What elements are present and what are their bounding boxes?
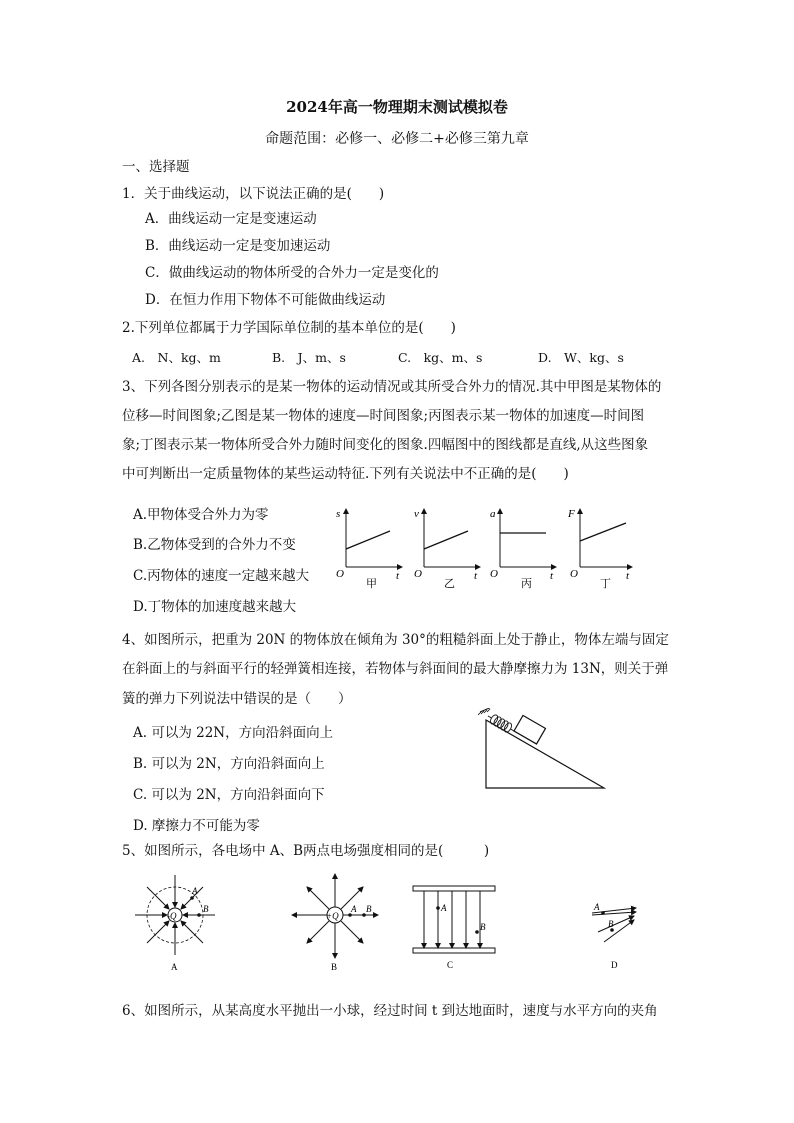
q5-c-point-a: A bbox=[441, 903, 447, 913]
q3-graph-ding-caption: 丁 bbox=[600, 578, 611, 590]
block bbox=[514, 715, 546, 744]
q1-option-a: A．曲线运动一定是变速运动 bbox=[145, 211, 317, 227]
q5-stem: 5、如图所示，各电场中 A、B两点电场强度相同的是( ) bbox=[122, 843, 490, 859]
q4-option-b: B. 可以为 2N，方向沿斜面向上 bbox=[133, 756, 325, 772]
exam-title: 2024年高一物理期末测试模拟卷 bbox=[286, 98, 508, 116]
q3-graph-jia-line bbox=[346, 531, 390, 549]
q2-option-a: A. N、kg、m bbox=[132, 350, 221, 365]
q1-option-b: B．曲线运动一定是变加速运动 bbox=[145, 238, 331, 254]
q3-graph-ding-origin: O bbox=[570, 568, 578, 580]
q4-incline-figure bbox=[478, 708, 608, 792]
q5-d-point-a: A bbox=[594, 902, 600, 912]
q5-d-point-b: B bbox=[608, 919, 614, 929]
q3-option-a: A.甲物体受合外力为零 bbox=[133, 507, 269, 523]
q3-graph-jia-origin: O bbox=[336, 568, 344, 580]
q3-stem-line-1: 3、下列各图分别表示的是某一物体的运动情况或其所受合外力的情况.其中甲图是某物体的 bbox=[122, 379, 662, 395]
q3-graph-yi-caption: 乙 bbox=[444, 578, 455, 590]
q5-figure-c bbox=[413, 886, 495, 970]
q3-graphs-figure bbox=[330, 505, 640, 595]
q3-option-d: D.丁物体的加速度越来越大 bbox=[133, 599, 297, 615]
q3-graph-yi-origin: O bbox=[414, 568, 422, 580]
q3-graph-bing-ylabel: a bbox=[490, 508, 496, 520]
q5-caption-a: A bbox=[171, 962, 178, 972]
q3-graph-bing-caption: 丙 bbox=[521, 578, 532, 590]
q3-graph-jia-ylabel: s bbox=[336, 508, 341, 520]
q4-stem-line-3: 簧的弹力下列说法中错误的是（ ） bbox=[122, 691, 352, 707]
q1-option-d: D．在恒力作用下物体不可能做曲线运动 bbox=[145, 292, 386, 308]
q6-stem-line-1: 6、如图所示，从某高度水平抛出一小球，经过时间 t 到达地面时，速度与水平方向的夹角 bbox=[122, 1003, 658, 1019]
q2-option-b: B. J、m、s bbox=[272, 350, 346, 365]
section-heading: 一、选择题 bbox=[122, 159, 190, 175]
q3-stem-line-3: 象;丁图表示某一物体所受合外力随时间变化的图象.四幅图中的图线都是直线,从这些图象 bbox=[122, 437, 649, 453]
q4-option-d: D. 摩擦力不可能为零 bbox=[133, 818, 260, 834]
q5-a-charge: -Q bbox=[167, 911, 177, 921]
exam-scope: 命题范围：必修一、必修二+必修三第九章 bbox=[265, 131, 529, 147]
q5-a-point-b: B bbox=[203, 904, 209, 914]
q4-stem-line-2: 在斜面上的与斜面平行的轻弹簧相连接，若物体与斜面间的最大静摩擦力为 13N，则关于弹 bbox=[122, 661, 669, 677]
q2-option-c: C. kg、m、s bbox=[398, 350, 483, 365]
q3-option-c: C.丙物体的速度一定越来越大 bbox=[133, 568, 310, 584]
q3-graph-yi bbox=[414, 508, 480, 590]
q2-option-d: D. W、kg、s bbox=[538, 350, 624, 365]
q3-graph-jia bbox=[336, 508, 402, 590]
q3-graph-yi-tlabel: t bbox=[474, 570, 478, 582]
spring-icon bbox=[486, 708, 546, 748]
q3-graph-ding-ylabel: F bbox=[568, 508, 575, 520]
q3-graph-ding-tlabel: t bbox=[626, 570, 630, 582]
q3-option-b: B.乙物体受到的合外力不变 bbox=[133, 537, 296, 553]
q4-option-c: C. 可以为 2N，方向沿斜面向下 bbox=[133, 787, 325, 803]
q3-graph-yi-ylabel: v bbox=[414, 508, 419, 520]
q3-graph-ding-line bbox=[580, 523, 626, 541]
q3-stem-line-4: 中可判断出一定质量物体的某些运动特征.下列有关说法中不正确的是( ) bbox=[122, 466, 569, 482]
q5-b-point-a: A bbox=[351, 904, 357, 914]
q5-caption-d: D bbox=[611, 960, 618, 970]
q3-graph-jia-tlabel: t bbox=[396, 570, 400, 582]
q1-option-c: C．做曲线运动的物体所受的合外力一定是变化的 bbox=[145, 265, 439, 281]
q5-b-charge: +Q bbox=[326, 911, 339, 921]
q5-figure-d bbox=[592, 902, 636, 970]
q3-graph-bing-origin: O bbox=[490, 568, 498, 580]
q1-stem: 1．关于曲线运动，以下说法正确的是( ) bbox=[122, 186, 385, 202]
q3-graph-jia-caption: 甲 bbox=[366, 578, 377, 590]
q5-figure-a bbox=[135, 875, 215, 972]
q3-graph-ding bbox=[567, 508, 632, 590]
q3-stem-line-2: 位移—时间图象;乙图是某一物体的速度—时间图象;丙图表示某一物体的加速度—时间图 bbox=[122, 408, 645, 424]
q5-figure-b bbox=[292, 874, 378, 972]
q5-b-point-b: B bbox=[366, 904, 372, 914]
q2-stem: 2.下列单位都属于力学国际单位制的基本单位的是( ) bbox=[122, 320, 456, 336]
q3-graph-bing-tlabel: t bbox=[550, 570, 554, 582]
q5-caption-b: B bbox=[331, 962, 338, 972]
q3-graph-bing bbox=[490, 508, 556, 590]
q5-field-figures bbox=[120, 870, 650, 975]
q3-graph-yi-line bbox=[424, 531, 468, 549]
q5-caption-c: C bbox=[447, 960, 454, 970]
q4-option-a: A. 可以为 22N，方向沿斜面向上 bbox=[133, 725, 334, 741]
q5-a-point-a: A bbox=[192, 886, 198, 896]
q4-stem-line-1: 4、如图所示，把重为 20N 的物体放在倾角为 30°的粗糙斜面上处于静止，物体左端与固定 bbox=[122, 632, 669, 648]
q5-c-point-b: B bbox=[480, 922, 486, 932]
